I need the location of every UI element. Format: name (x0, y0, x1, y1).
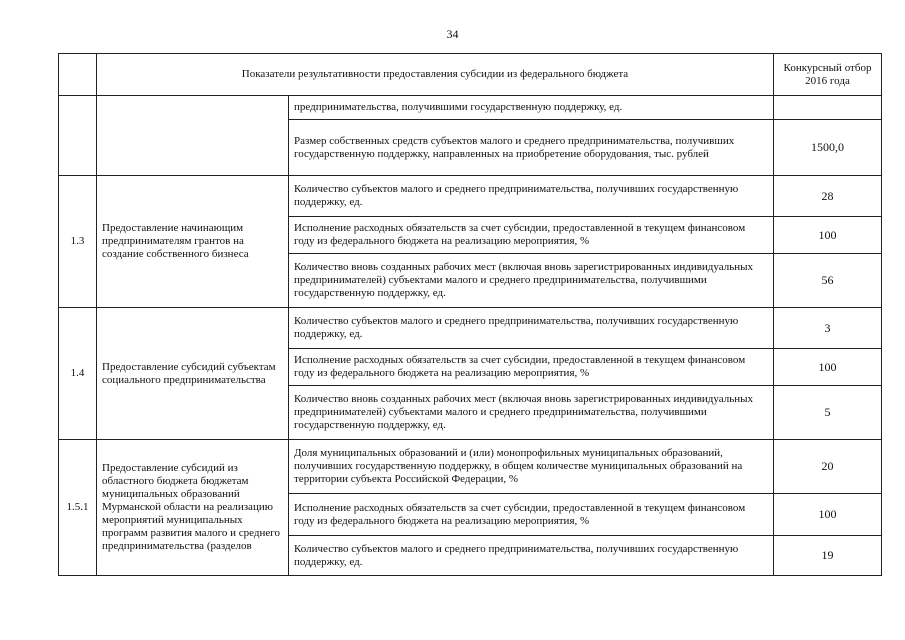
table-row (59, 96, 882, 120)
indicator-text: Количество субъектов малого и среднего предпринимательства, получивших государственную поддержку, ед. (289, 308, 774, 349)
indicator-value: 3 (774, 308, 882, 349)
header-value-cell: Конкурсный отбор 2016 года (774, 54, 882, 96)
section-number: 1.4 (59, 308, 97, 440)
indicator-text: Исполнение расходных обязательств за счет субсидии, предоставленной в текущем финансовом году из федерального бюджета на реализацию мероприятия, % (289, 217, 774, 254)
indicator-value: 19 (774, 536, 882, 576)
indicator-text: Количество вновь созданных рабочих мест (включая вновь зарегистрированных индивидуальных предпринимателей) субъектами малого и среднего предпринимательства, получившими государственную поддержку, ед. (289, 386, 774, 440)
header-num-cell (59, 54, 97, 96)
indicator-value: 1500,0 (774, 120, 882, 176)
indicator-value: 100 (774, 217, 882, 254)
indicator-value: 56 (774, 254, 882, 308)
indicator-text: Доля муниципальных образований и (или) монопрофильных муниципальных образований, получивших государственную поддержку, в общем количестве муниципальных образований на территории субъекта Российской Федерации, % (289, 440, 774, 494)
indicator-text: Количество субъектов малого и среднего предпринимательства, получивших государственную поддержку, ед. (289, 176, 774, 217)
section-name: Предоставление субсидий субъектам социального предпринимательства (97, 308, 289, 440)
indicator-text: Исполнение расходных обязательств за счет субсидии, предоставленной в текущем финансовом году из федерального бюджета на реализацию мероприятия, % (289, 349, 774, 386)
indicator-value: 20 (774, 440, 882, 494)
table-header-row (59, 54, 882, 96)
indicator-text: Исполнение расходных обязательств за счет субсидии, предоставленной в текущем финансовом году из федерального бюджета на реализацию мероприятия, % (289, 494, 774, 536)
section-number (59, 96, 97, 176)
section-number: 1.3 (59, 176, 97, 308)
section-number: 1.5.1 (59, 440, 97, 576)
table-row (59, 308, 882, 349)
indicators-table (58, 53, 882, 576)
section-name: Предоставление начинающим предпринимателям грантов на создание собственного бизнеса (97, 176, 289, 308)
table-row (59, 176, 882, 217)
indicator-value: 100 (774, 494, 882, 536)
indicator-value: 5 (774, 386, 882, 440)
indicator-text: Количество субъектов малого и среднего предпринимательства, получивших государственную поддержку, ед. (289, 536, 774, 576)
page-number: 34 (446, 27, 459, 41)
section-name (97, 96, 289, 176)
indicator-value: 28 (774, 176, 882, 217)
indicator-text: предпринимательства, получившими государственную поддержку, ед. (289, 96, 774, 120)
indicator-value: 100 (774, 349, 882, 386)
indicator-text: Размер собственных средств субъектов малого и среднего предпринимательства, получивших государственную поддержку, направленных на приобретение оборудования, тыс. рублей (289, 120, 774, 176)
table-row (59, 440, 882, 494)
indicator-value (774, 96, 882, 120)
header-indicators-cell: Показатели результативности предоставления субсидии из федерального бюджета (97, 54, 774, 96)
section-name: Предоставление субсидий из областного бюджета бюджетам муниципальных образований Мурманской области на реализацию мероприятий муниципальных программ развития малого и среднего предпринимательства (разделов (97, 440, 289, 576)
indicator-text: Количество вновь созданных рабочих мест (включая вновь зарегистрированных индивидуальных предпринимателей) субъектами малого и среднего предпринимательства, получившими государственную поддержку, ед. (289, 254, 774, 308)
